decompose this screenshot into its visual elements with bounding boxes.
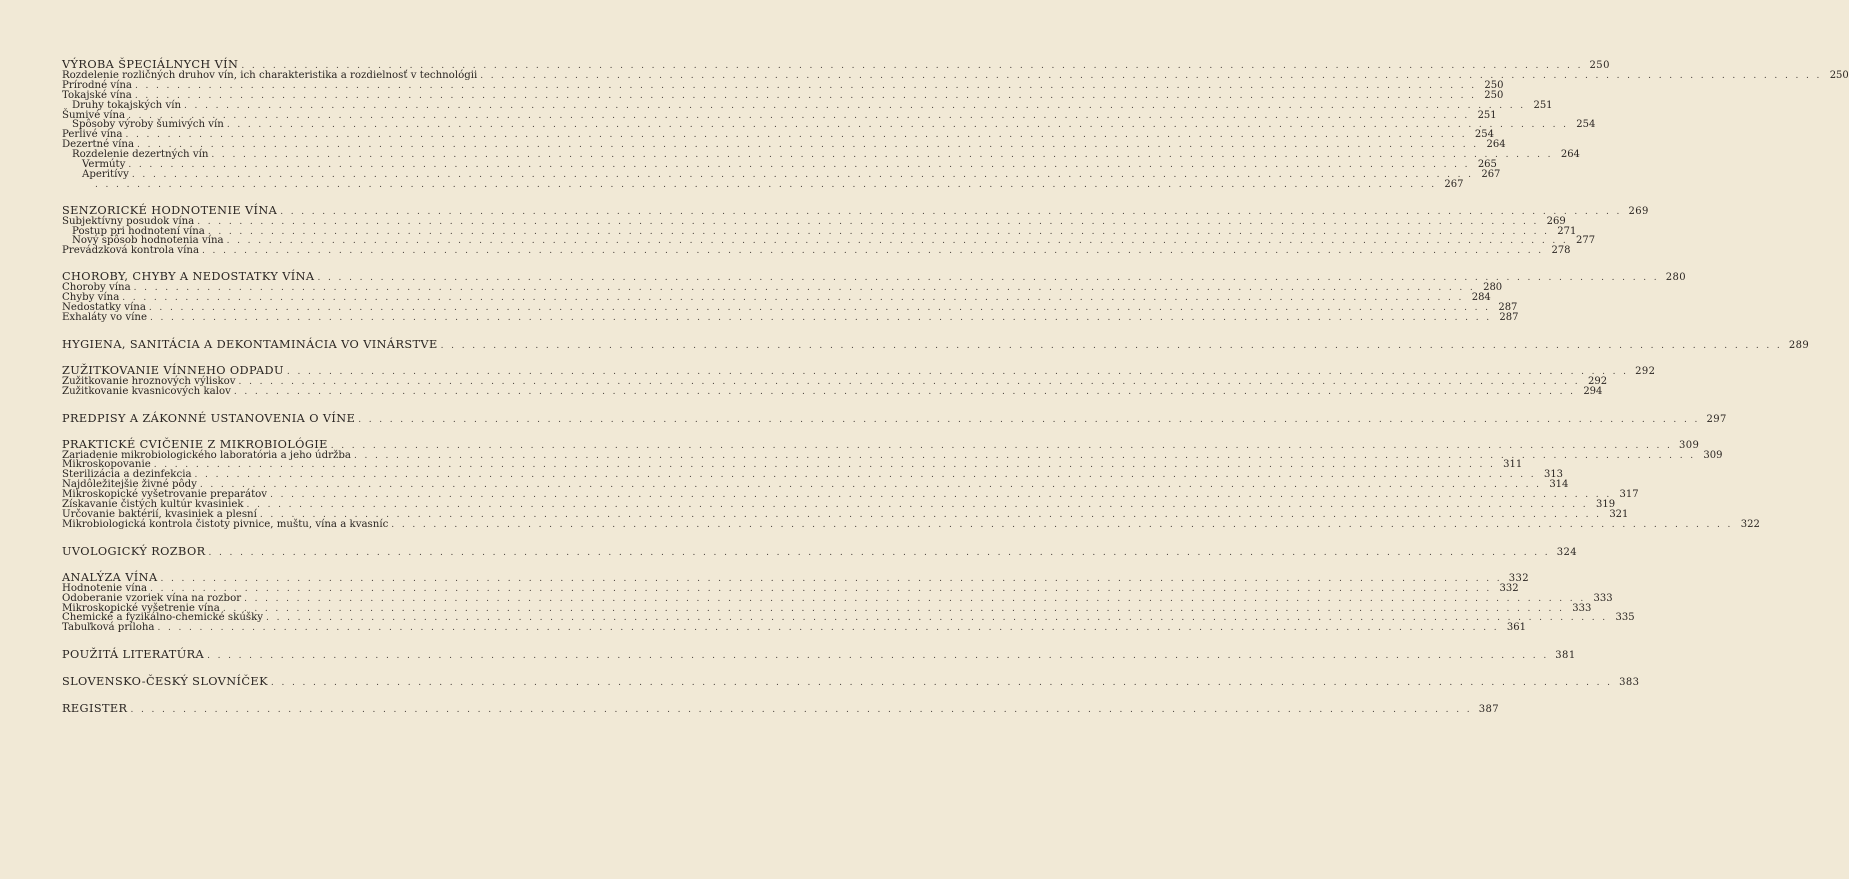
toc-entry[interactable] — [62, 70, 1849, 81]
toc-section-heading[interactable] — [62, 203, 1649, 217]
toc-entry[interactable] — [62, 282, 1503, 294]
toc-page-number: 313 — [1543, 469, 1564, 481]
toc-entry[interactable] — [62, 385, 1603, 397]
dot-leader — [234, 388, 1576, 398]
toc-heading-label: SLOVENSKO-ČESKÝ SLOVNÍČEK — [62, 675, 268, 689]
toc-page-number: 292 — [1635, 365, 1656, 377]
toc-section — [62, 544, 1578, 558]
toc-section-heading[interactable] — [62, 437, 1700, 451]
toc-page-number: 333 — [1593, 592, 1613, 604]
toc-section — [62, 337, 1810, 351]
toc-heading-label: PREDPISY A ZÁKONNÉ USTANOVENIA O VÍNE — [62, 411, 356, 425]
toc-entry-label: Nedostatky vína — [62, 302, 146, 314]
toc-entry[interactable] — [62, 119, 1596, 131]
toc-entry-label: Prírodné vína — [62, 79, 132, 91]
toc-entry-label: Rozdelenie rozličných druhov vín, ich charakteristika a rozdielnosť v technológii — [62, 70, 478, 81]
toc-entry-label: Určovanie baktérií, kvasiniek a plesní — [62, 508, 257, 520]
toc-section-heading[interactable] — [62, 270, 1687, 284]
toc-heading-label: REGISTER — [62, 702, 128, 716]
toc-entry[interactable] — [62, 622, 1526, 634]
toc-section — [62, 363, 1656, 397]
toc-page-number: 383 — [1619, 677, 1640, 689]
toc-entry-label: Postup pri hodnotení vína — [72, 225, 205, 237]
toc-entry[interactable] — [62, 311, 1519, 323]
toc-heading-label: ANALÝZA VÍNA — [62, 570, 158, 584]
toc-entry-label: Zužitkovanie hroznových výliskov — [62, 375, 236, 387]
toc-section-heading[interactable] — [62, 544, 1578, 558]
toc-heading-label: HYGIENA, SANITÁCIA A DEKONTAMINÁCIA VO VINÁRSTVE — [62, 337, 438, 351]
toc-page-number: 250 — [1484, 89, 1504, 101]
toc-section — [62, 647, 1576, 662]
toc-entry-label: Mikroskopovanie — [62, 459, 151, 471]
toc-entry-label: Perlivé vína — [62, 129, 123, 141]
toc-page-number: 267 — [1481, 168, 1501, 180]
toc-section — [62, 203, 1649, 257]
dot-leader — [95, 181, 1437, 191]
toc-section-heading[interactable] — [62, 701, 1499, 716]
toc-section-heading[interactable] — [62, 411, 1727, 425]
toc-entry-label: Mikroskopické vyšetrenie vína — [62, 602, 220, 614]
toc-entry-label: Sterilizácia a dezinfekcia — [62, 469, 192, 481]
toc-entry[interactable] — [62, 129, 1494, 141]
toc-entry-label: Hodnotenie vína — [62, 582, 148, 594]
toc-entry-label: Odoberanie vzoriek vína na rozbor — [62, 592, 242, 604]
toc-entry-label: Spôsoby výroby šumivých vín — [72, 119, 224, 131]
toc-entry-label: Chemické a fyzikálno-chemické skúšky — [62, 612, 264, 624]
toc-page-number: 335 — [1615, 612, 1635, 624]
toc-entry-label: Prevádzková kontrola vína — [62, 245, 200, 257]
toc-page-number: 267 — [1444, 178, 1464, 190]
toc-page-number: 314 — [1549, 479, 1569, 491]
toc-page-number: 294 — [1583, 385, 1603, 397]
dot-leader — [202, 247, 1544, 257]
toc-page-number: 361 — [1506, 622, 1526, 634]
toc-page-number: 269 — [1628, 205, 1649, 217]
toc-entry-label: Zužitkovanie kvasnicových kalov — [62, 385, 231, 397]
toc-entry-label: Tabuľková príloha — [62, 622, 155, 634]
dot-leader — [207, 650, 1549, 663]
dot-leader — [391, 521, 1733, 531]
toc-page-number: 297 — [1706, 413, 1727, 425]
toc-entry-label: Šumivé vína — [62, 109, 126, 121]
toc-entry[interactable] — [62, 79, 1504, 91]
toc-entry-label: Exhaláty vo víne — [62, 311, 147, 323]
toc-page-number: 250 — [1829, 70, 1849, 81]
toc-page-number: 287 — [1499, 311, 1519, 323]
toc-section — [62, 270, 1687, 323]
toc-entry-label: Subjektívny posudok vína — [62, 215, 195, 227]
toc-entry-label: Mikrobiologická kontrola čistoty pivnice, muštu, vína a kvasníc — [62, 518, 389, 530]
toc-entry-label: Aperitívy — [82, 168, 129, 180]
toc-page-number: 381 — [1555, 650, 1576, 662]
toc-page-number: 287 — [1498, 302, 1518, 314]
toc-page-number: 309 — [1703, 449, 1723, 461]
toc-section-heading[interactable] — [62, 363, 1656, 377]
toc-page-number: 271 — [1557, 225, 1577, 237]
toc-entry[interactable] — [62, 178, 1464, 190]
toc-heading-label: PRAKTICKÉ CVIČENIE Z MIKROBIOLÓGIE — [62, 437, 328, 451]
toc-page-number: 292 — [1587, 375, 1608, 387]
toc-entry[interactable] — [62, 99, 1553, 111]
dot-leader — [441, 340, 1783, 353]
toc-entry-label: Najdôležitejšie živné pôdy — [62, 479, 197, 491]
toc-page-number: 284 — [1471, 292, 1491, 304]
toc-page-number: 269 — [1546, 215, 1566, 227]
toc-entry[interactable] — [62, 518, 1760, 530]
toc-section-heading[interactable] — [62, 570, 1530, 584]
toc-heading-label: POUŽITÁ LITERATÚRA — [62, 648, 205, 662]
toc-heading-label: VÝROBA ŠPECIÁLNYCH VÍN — [62, 58, 239, 71]
toc-section — [62, 411, 1727, 425]
toc-section — [62, 58, 1849, 190]
toc-section — [62, 701, 1499, 716]
toc-page-number: 251 — [1533, 99, 1553, 111]
toc-page-number: 309 — [1678, 439, 1700, 451]
toc-entry[interactable] — [62, 245, 1571, 257]
dot-leader — [358, 414, 1700, 427]
dot-leader — [150, 314, 1492, 324]
dot-leader — [157, 624, 1499, 634]
toc-page-number: 250 — [1484, 79, 1504, 91]
toc-section — [62, 674, 1640, 689]
toc-heading-label: CHOROBY, CHYBY A NEDOSTATKY VÍNA — [62, 270, 315, 284]
toc-page-number: 280 — [1483, 282, 1503, 294]
dot-leader — [209, 547, 1551, 560]
toc-section-heading[interactable] — [62, 647, 1576, 662]
toc-entry-label: Rozdelenie dezertných vín — [72, 149, 209, 161]
toc-section — [62, 570, 1635, 634]
dot-leader — [130, 704, 1472, 717]
toc-section-heading[interactable] — [62, 674, 1640, 689]
toc-entry-label: Zariadenie mikrobiologického laboratória a jeho údržba — [62, 449, 351, 461]
toc-section-heading[interactable] — [62, 337, 1810, 351]
toc-page-number: 321 — [1609, 508, 1629, 520]
toc-entry-label: Získavanie čistých kultúr kvasiniek — [62, 499, 244, 511]
toc-page-number: 332 — [1499, 582, 1519, 594]
toc-page-number: 332 — [1508, 572, 1530, 584]
toc-entry-label: Choroby vína — [62, 282, 131, 294]
toc-heading-label: UVOLOGICKÝ ROZBOR — [62, 544, 206, 558]
toc-entry[interactable] — [62, 168, 1501, 180]
dot-leader — [271, 677, 1613, 690]
toc-page-number: 264 — [1486, 139, 1506, 151]
toc-heading-label: ZUŽITKOVANIE VÍNNEHO ODPADU — [62, 363, 284, 377]
toc-page-number: 278 — [1551, 245, 1571, 257]
toc-page-number: 317 — [1619, 489, 1639, 501]
table-of-contents — [62, 58, 1849, 728]
toc-page-number: 254 — [1576, 119, 1596, 131]
toc-entry[interactable] — [62, 149, 1580, 161]
toc-entry-label: Chyby vína — [62, 292, 120, 304]
toc-page-number: 387 — [1478, 704, 1499, 716]
toc-page-number: 324 — [1556, 546, 1578, 558]
toc-section — [62, 437, 1760, 530]
toc-page-number: 311 — [1503, 459, 1523, 471]
toc-heading-label: SENZORICKÉ HODNOTENIE VÍNA — [62, 203, 278, 217]
toc-page-number: 277 — [1576, 235, 1596, 247]
toc-entry-label: Nový spôsob hodnotenia vína — [72, 235, 224, 247]
toc-entry[interactable] — [62, 159, 1497, 171]
toc-entry-label: Dezertné vína — [62, 139, 135, 151]
toc-page-number: 250 — [1589, 60, 1610, 71]
toc-entry-label: Vermúty — [82, 159, 126, 171]
toc-page-number: 254 — [1474, 129, 1494, 141]
toc-page-number: 264 — [1560, 149, 1580, 161]
toc-entry-label: Tokajské vína — [62, 89, 132, 101]
toc-page-number: 251 — [1477, 109, 1497, 121]
toc-page-number: 319 — [1595, 499, 1616, 511]
toc-page-number: 265 — [1477, 159, 1497, 171]
toc-page-number: 333 — [1572, 602, 1592, 614]
toc-entry-label: Mikroskopické vyšetrovanie preparátov — [62, 489, 268, 501]
toc-page-number: 289 — [1788, 339, 1810, 351]
toc-page-number: 280 — [1665, 272, 1687, 284]
toc-entry-label: Druhy tokajských vín — [72, 99, 182, 111]
toc-page-number: 322 — [1740, 518, 1760, 530]
